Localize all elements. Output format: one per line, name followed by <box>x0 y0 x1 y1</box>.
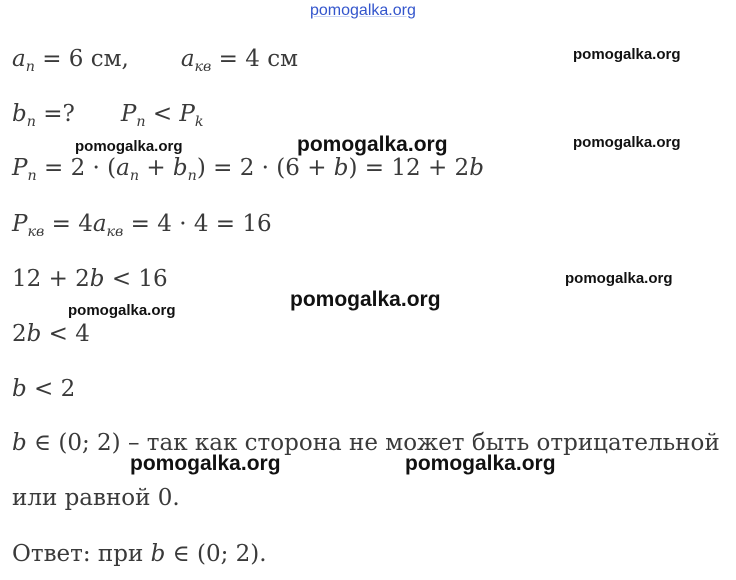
expr: ) = 12 + 2 <box>348 155 470 181</box>
watermark: pomogalka.org <box>290 288 441 311</box>
var-p: P <box>179 101 195 127</box>
watermark: pomogalka.org <box>405 452 556 475</box>
expr: ∈ (0; 2) <box>26 430 121 456</box>
expr: =? <box>35 101 75 127</box>
var-b: b <box>12 376 27 402</box>
expr: + <box>139 155 173 181</box>
answer <box>12 539 267 569</box>
expr: = 4 <box>44 211 93 237</box>
expr: < 4 <box>41 321 90 347</box>
subscript: n <box>26 113 36 130</box>
watermark: pomogalka.org <box>573 134 681 151</box>
watermark: pomogalka.org <box>130 452 281 475</box>
watermark-top: pomogalka.org <box>310 2 416 19</box>
var-a: a <box>12 46 26 72</box>
var-b: b <box>150 541 166 567</box>
unknown-and-condition <box>12 99 204 129</box>
var-a: a <box>92 211 107 237</box>
interval-explanation <box>12 428 720 458</box>
expr: < 16 <box>104 266 168 292</box>
explanation-text: – так как сторона не может быть отрицательной <box>120 430 720 456</box>
rectangle-perimeter-formula <box>12 153 484 183</box>
expr: = 4 см <box>211 46 298 72</box>
expr: = 6 см, <box>34 46 129 72</box>
subscript: n <box>25 58 35 75</box>
explanation-continued <box>12 483 180 513</box>
inequality-step-3 <box>12 374 75 404</box>
subscript: n <box>187 167 197 184</box>
subscript: кв <box>106 223 124 240</box>
expr: 2 <box>12 321 27 347</box>
var-p: P <box>12 211 28 237</box>
watermark: pomogalka.org <box>75 138 183 155</box>
watermark: pomogalka.org <box>565 270 673 287</box>
expr: = 2 · ( <box>36 155 117 181</box>
var-b: b <box>89 266 105 292</box>
var-b: b <box>469 155 484 181</box>
var-a: a <box>116 155 130 181</box>
expr: = 4 · 4 = 16 <box>123 211 272 237</box>
inequality-step-1 <box>12 264 168 294</box>
watermark: pomogalka.org <box>573 46 681 63</box>
subscript: n <box>27 167 37 184</box>
subscript: кв <box>27 223 45 240</box>
subscript: n <box>136 113 146 130</box>
var-a: a <box>180 46 195 72</box>
watermark: pomogalka.org <box>68 302 176 319</box>
expr: < 2 <box>26 376 76 402</box>
subscript: n <box>129 167 140 184</box>
watermark: pomogalka.org <box>297 133 448 156</box>
expr: < <box>145 101 180 127</box>
inequality-step-2 <box>12 319 90 349</box>
subscript: k <box>194 113 204 130</box>
expr: 12 + 2 <box>12 266 90 292</box>
var-b: b <box>333 155 349 181</box>
explanation-text: или равной 0. <box>12 485 180 511</box>
expr: ) = 2 · (6 + <box>196 155 334 181</box>
var-b: b <box>172 155 188 181</box>
expr: ∈ (0; 2). <box>165 541 267 567</box>
var-b: b <box>12 430 27 456</box>
answer-label: Ответ: при <box>12 541 151 567</box>
var-b: b <box>26 321 42 347</box>
given-side-values <box>12 44 298 74</box>
subscript: кв <box>194 58 212 75</box>
square-perimeter-formula <box>12 209 272 239</box>
var-b: b <box>12 101 27 127</box>
var-p: P <box>12 155 28 181</box>
var-p: P <box>120 101 137 127</box>
